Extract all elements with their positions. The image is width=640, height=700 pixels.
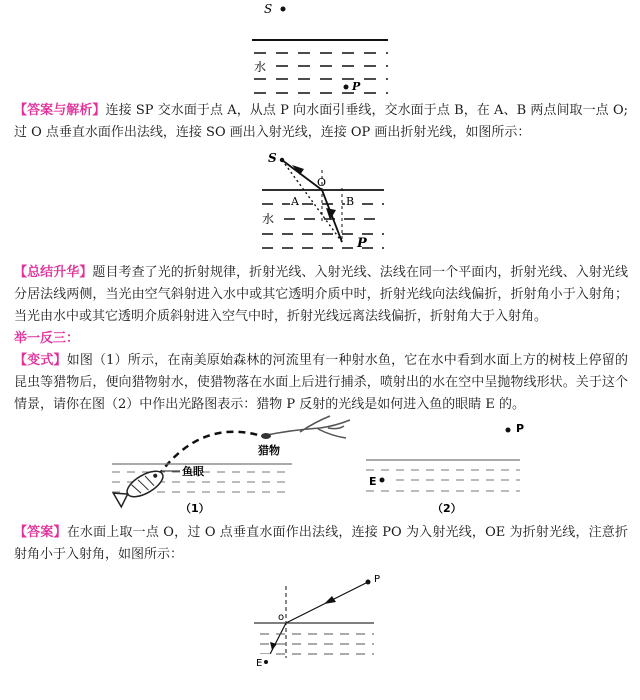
figure-p-e: [0, 414, 640, 514]
answer-1-text: 连接 SP 交水面于点 A，从点 P 向水面引垂线，交水面于点 B，在 A、B 两点间取一点 O;过 O 点垂直水面作出法线，连接 SO 画出入射光线，连接 OP 画出折射光线，如图所示：: [14, 103, 628, 140]
answer-1-paragraph: [14, 100, 628, 144]
label-b: B: [346, 195, 355, 208]
caption-2: （2）: [432, 502, 462, 515]
point-e: [264, 660, 268, 664]
label-p: P: [352, 80, 361, 93]
label-p: P: [374, 574, 381, 585]
variant-text: 如图（1）所示，在南美原始森林的河流里有一种射水鱼，它在水中看到水面上方的树枝上停留的昆虫等猎物后，便向猎物射水，使猎物落在水面上后进行捕杀，喷射出的水在空中呈抛物线形状。关于这个情景，请你在图（2）中作出光路图表示：猎物 P 反射的光线是如何进入鱼的眼睛 E 的。: [14, 353, 628, 412]
label-e: E: [256, 658, 263, 669]
answer-2-tag: 【答案】: [14, 525, 67, 540]
water-dashes: [260, 634, 374, 654]
point-s: [281, 7, 286, 12]
point-s: [280, 158, 284, 162]
label-water: 水: [262, 212, 275, 226]
label-o: o: [278, 612, 285, 623]
summary-tag: 【总结升华】: [14, 265, 93, 280]
label-s: S: [264, 2, 273, 16]
figure-2-diagram: [0, 148, 640, 258]
caption-1: （1）: [180, 502, 210, 515]
label-e: E: [369, 475, 377, 488]
summary-paragraph: [14, 262, 628, 328]
variant-tag: 【变式】: [14, 353, 67, 368]
label-p: P: [516, 422, 525, 435]
label-o: O: [317, 176, 327, 189]
point-p: [506, 428, 511, 433]
point-e: [380, 478, 385, 483]
label-s: S: [268, 151, 277, 165]
figure-answer-diagram: [0, 568, 640, 698]
variant-paragraph: [14, 350, 628, 416]
point-p: [344, 85, 349, 90]
answer-1-tag: 【答案与解析】: [14, 103, 106, 118]
answer-2-text: 在水面上取一点 O，过 O 点垂直水面作出法线，连接 PO 为入射光线，OE 为折射光线，注意折射角小于入射角，如图所示：: [14, 525, 628, 562]
label-p: P: [357, 236, 367, 251]
label-fish-eye: 鱼眼: [182, 465, 204, 478]
water-dashes: [254, 53, 388, 93]
answer-2-paragraph: [14, 522, 628, 566]
figure-1-diagram: [0, 0, 640, 100]
label-a: A: [291, 195, 299, 208]
section-heading: 举一反三：: [14, 331, 80, 346]
incident-ray: [282, 160, 322, 190]
label-prey: 猎物: [258, 444, 280, 457]
label-water: 水: [254, 60, 267, 74]
summary-text: 题目考查了光的折射规律，折射光线、入射光线、法线在同一个平面内，折射光线、入射光线分居法线两侧，当光由空气斜射进入水中或其它透明介质中时，折射光线向法线偏折，折射角小于入射角；当光由水中或其它透明介质斜射进入空气中时，折射光线远离法线偏折，折射角大于入射角。: [14, 265, 628, 324]
